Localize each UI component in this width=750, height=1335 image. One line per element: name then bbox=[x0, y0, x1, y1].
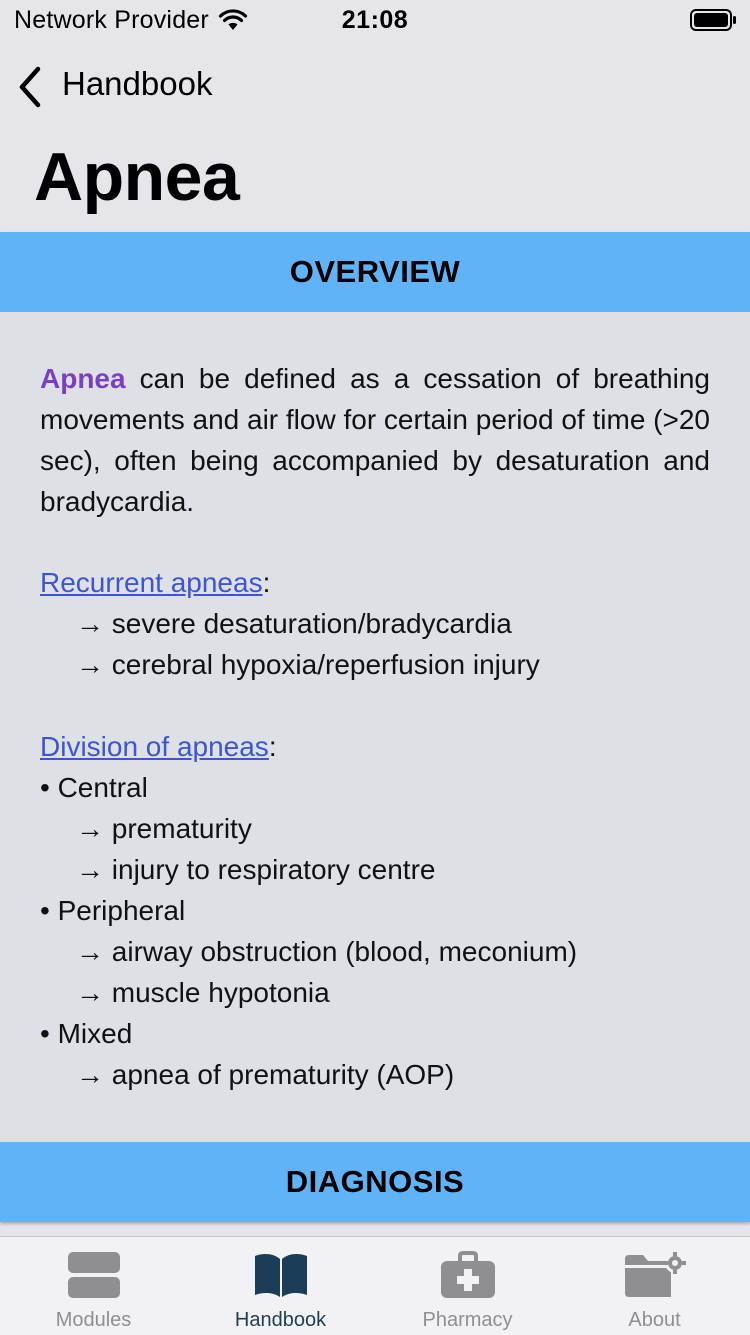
tab-bar bbox=[0, 1236, 750, 1335]
folder-gear-icon bbox=[623, 1251, 687, 1299]
modules-icon bbox=[67, 1251, 121, 1299]
list-item: → severe desaturation/bradycardia bbox=[76, 608, 512, 639]
list-item: → apnea of prematurity (AOP) bbox=[76, 1059, 455, 1090]
overview-section-header[interactable]: OVERVIEW bbox=[0, 232, 750, 312]
recurrent-apneas-link[interactable]: Recurrent apneas bbox=[40, 567, 263, 598]
intro-paragraph bbox=[40, 358, 710, 522]
bullet-peripheral: • Peripheral bbox=[40, 895, 186, 926]
list-item: → airway obstruction (blood, meconium) bbox=[76, 936, 578, 967]
tab-label: About bbox=[628, 1309, 681, 1331]
carrier-label: Network Provider bbox=[14, 6, 209, 34]
tab-handbook[interactable] bbox=[187, 1237, 374, 1335]
page-title: Apnea bbox=[34, 139, 240, 215]
medkit-icon bbox=[440, 1251, 496, 1299]
division-apneas-heading: Division of apneas: bbox=[40, 731, 277, 762]
chevron-left-icon[interactable] bbox=[16, 65, 46, 109]
clock: 21:08 bbox=[341, 6, 409, 34]
overview-content bbox=[0, 312, 750, 1142]
tab-modules[interactable] bbox=[0, 1237, 187, 1335]
apnea-term: Apnea bbox=[40, 363, 126, 394]
list-item: → prematurity bbox=[76, 813, 252, 844]
bullet-central: • Central bbox=[40, 772, 148, 803]
navigation-bar bbox=[0, 60, 750, 110]
tab-pharmacy[interactable] bbox=[374, 1237, 561, 1335]
list-item: → injury to respiratory centre bbox=[76, 854, 436, 885]
status-bar bbox=[0, 0, 750, 42]
back-button[interactable]: Handbook bbox=[62, 65, 213, 102]
list-item: → muscle hypotonia bbox=[76, 977, 330, 1008]
bullet-mixed: • Mixed bbox=[40, 1018, 133, 1049]
diagnosis-section-header[interactable]: DIAGNOSIS bbox=[0, 1142, 750, 1222]
recurrent-apneas-heading: Recurrent apneas: bbox=[40, 567, 271, 598]
tab-label: Modules bbox=[55, 1309, 132, 1331]
list-item: → cerebral hypoxia/reperfusion injury bbox=[76, 649, 540, 680]
tab-label: Pharmacy bbox=[422, 1309, 513, 1331]
division-apneas-link[interactable]: Division of apneas bbox=[40, 731, 269, 762]
intro-text: can be defined as a cessation of breathing movements and air flow for certain period of time (>20 sec), often being accompanied by desaturation and bradycardia. bbox=[40, 363, 710, 517]
book-icon bbox=[253, 1251, 309, 1299]
tab-label: Handbook bbox=[234, 1309, 327, 1331]
battery-icon bbox=[690, 8, 738, 32]
tab-about[interactable] bbox=[561, 1237, 748, 1335]
